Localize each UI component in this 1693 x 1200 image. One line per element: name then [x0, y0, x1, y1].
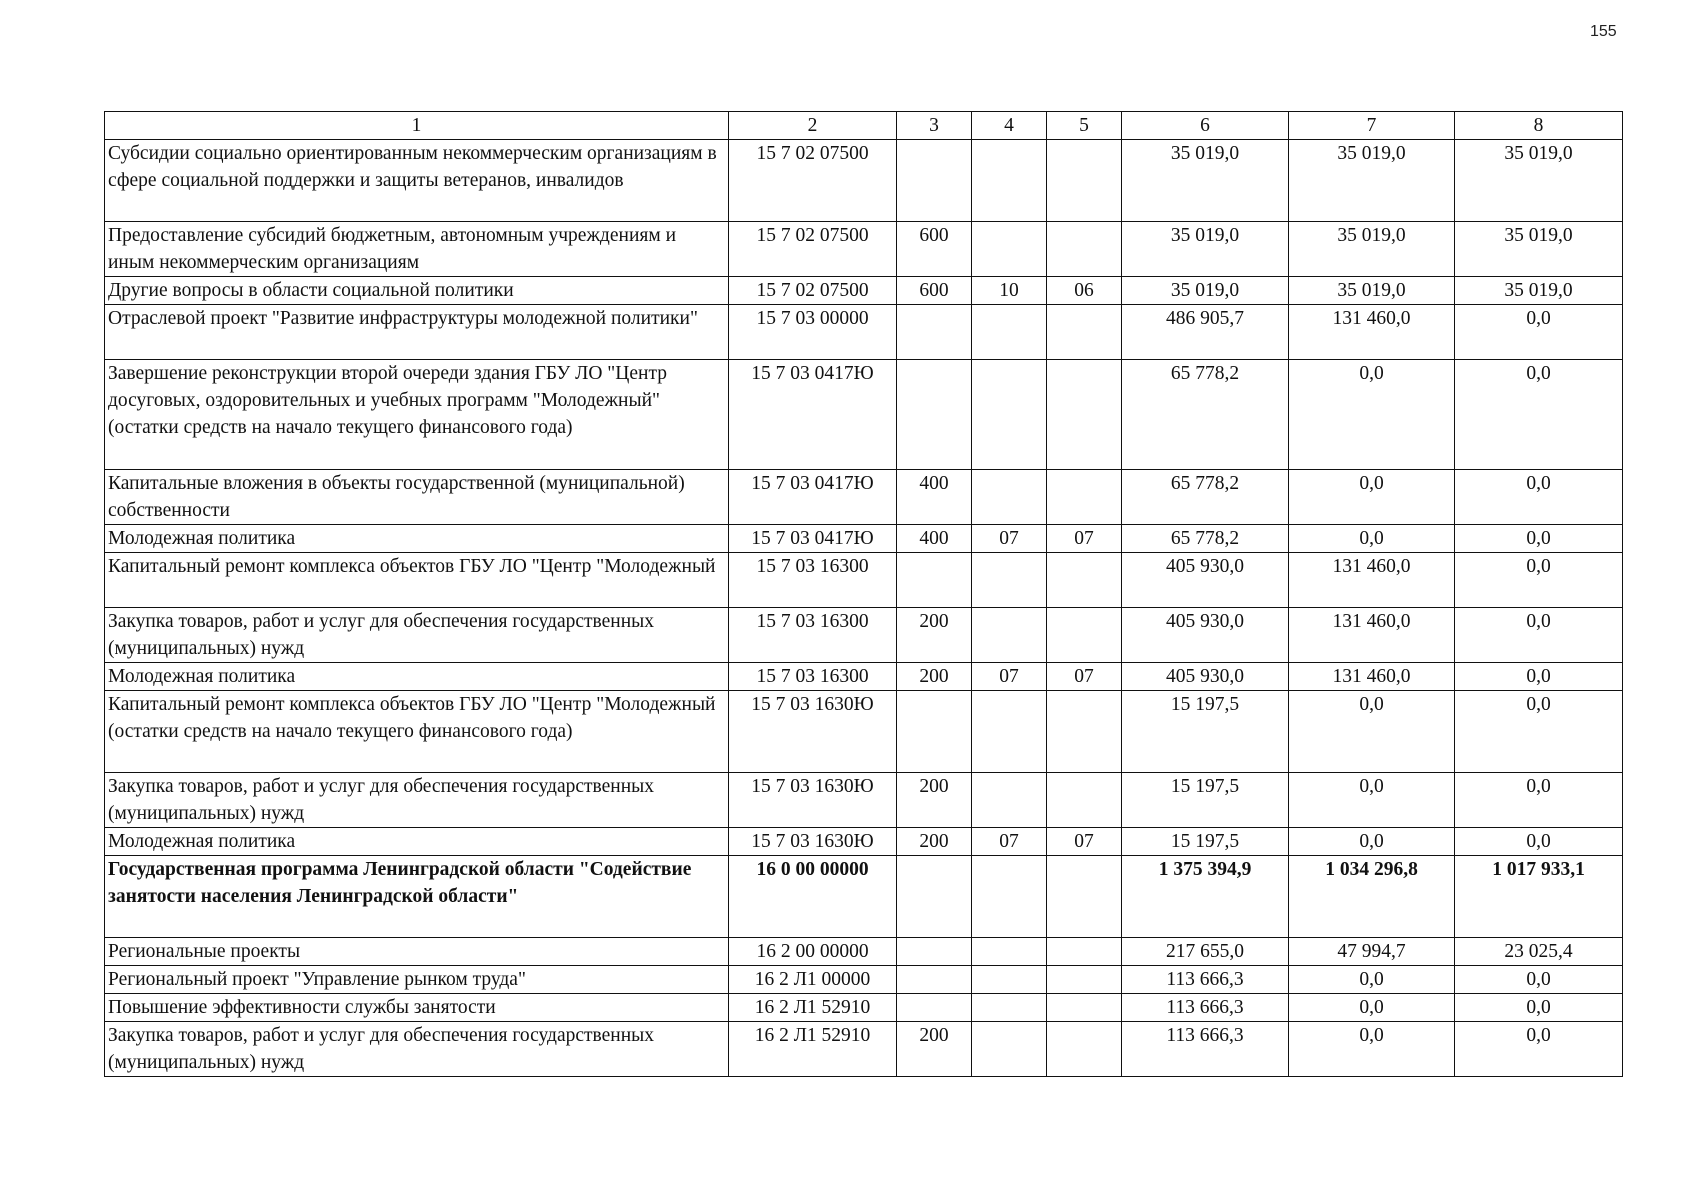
section-cell — [972, 966, 1047, 994]
amount-col6-cell: 35 019,0 — [1122, 222, 1289, 277]
amount-col6-cell: 405 930,0 — [1122, 553, 1289, 608]
amount-col7-cell: 131 460,0 — [1289, 553, 1455, 608]
amount-col6-cell: 65 778,2 — [1122, 360, 1289, 470]
section-cell — [972, 608, 1047, 663]
subsection-cell — [1047, 938, 1122, 966]
amount-col7-cell: 0,0 — [1289, 360, 1455, 470]
header-row — [105, 112, 1623, 140]
target-code-cell: 15 7 03 16300 — [729, 553, 897, 608]
amount-col8-cell: 0,0 — [1455, 553, 1623, 608]
target-code-cell: 16 2 00 00000 — [729, 938, 897, 966]
target-code-cell: 15 7 03 0417Ю — [729, 525, 897, 553]
expense-type-cell — [897, 553, 972, 608]
expense-type-cell — [897, 994, 972, 1022]
row-name-cell: Государственная программа Ленинградской области "Содействие занятости населения Ленинградской области" — [105, 856, 729, 938]
expense-type-cell — [897, 938, 972, 966]
target-code-cell: 15 7 03 16300 — [729, 663, 897, 691]
expense-type-cell: 200 — [897, 828, 972, 856]
expense-type-cell — [897, 305, 972, 360]
amount-col6-cell: 35 019,0 — [1122, 277, 1289, 305]
target-code-cell: 15 7 03 1630Ю — [729, 828, 897, 856]
expense-type-cell: 400 — [897, 525, 972, 553]
subsection-cell — [1047, 360, 1122, 470]
amount-col6-cell: 405 930,0 — [1122, 663, 1289, 691]
expense-type-cell: 200 — [897, 773, 972, 828]
expense-type-cell: 600 — [897, 222, 972, 277]
amount-col6-cell: 15 197,5 — [1122, 773, 1289, 828]
header-col-7: 7 — [1289, 112, 1455, 140]
amount-col6-cell: 113 666,3 — [1122, 966, 1289, 994]
row-name-cell: Завершение реконструкции второй очереди здания ГБУ ЛО "Центр досуговых, оздоровительных и учебных программ "Молодежный" (остатки средств на начало текущего финансового года) — [105, 360, 729, 470]
amount-col8-cell: 0,0 — [1455, 828, 1623, 856]
amount-col6-cell: 113 666,3 — [1122, 994, 1289, 1022]
amount-col8-cell: 35 019,0 — [1455, 222, 1623, 277]
amount-col6-cell: 65 778,2 — [1122, 470, 1289, 525]
section-cell — [972, 360, 1047, 470]
table-row — [105, 525, 1623, 553]
subsection-cell — [1047, 553, 1122, 608]
target-code-cell: 15 7 02 07500 — [729, 277, 897, 305]
amount-col8-cell: 0,0 — [1455, 994, 1623, 1022]
amount-col7-cell: 35 019,0 — [1289, 277, 1455, 305]
amount-col7-cell: 35 019,0 — [1289, 222, 1455, 277]
table-row — [105, 856, 1623, 938]
amount-col8-cell: 1 017 933,1 — [1455, 856, 1623, 938]
row-name-cell: Региональный проект "Управление рынком труда" — [105, 966, 729, 994]
amount-col7-cell: 0,0 — [1289, 1022, 1455, 1077]
header-col-8: 8 — [1455, 112, 1623, 140]
amount-col6-cell: 1 375 394,9 — [1122, 856, 1289, 938]
table-row — [105, 773, 1623, 828]
amount-col7-cell: 0,0 — [1289, 525, 1455, 553]
target-code-cell: 16 2 Л1 00000 — [729, 966, 897, 994]
target-code-cell: 15 7 03 1630Ю — [729, 691, 897, 773]
subsection-cell: 07 — [1047, 663, 1122, 691]
row-name-cell: Капитальные вложения в объекты государственной (муниципальной) собственности — [105, 470, 729, 525]
target-code-cell: 16 0 00 00000 — [729, 856, 897, 938]
target-code-cell: 15 7 02 07500 — [729, 140, 897, 222]
table-row — [105, 470, 1623, 525]
row-name-cell: Другие вопросы в области социальной политики — [105, 277, 729, 305]
table-row — [105, 938, 1623, 966]
amount-col7-cell: 35 019,0 — [1289, 140, 1455, 222]
section-cell — [972, 856, 1047, 938]
target-code-cell: 15 7 02 07500 — [729, 222, 897, 277]
target-code-cell: 15 7 03 0417Ю — [729, 470, 897, 525]
target-code-cell: 15 7 03 0417Ю — [729, 360, 897, 470]
table-row — [105, 691, 1623, 773]
subsection-cell — [1047, 608, 1122, 663]
table-body — [105, 140, 1623, 1077]
amount-col8-cell: 0,0 — [1455, 360, 1623, 470]
section-cell — [972, 1022, 1047, 1077]
target-code-cell: 16 2 Л1 52910 — [729, 1022, 897, 1077]
subsection-cell: 07 — [1047, 525, 1122, 553]
header-col-5: 5 — [1047, 112, 1122, 140]
table-row — [105, 828, 1623, 856]
amount-col7-cell: 1 034 296,8 — [1289, 856, 1455, 938]
amount-col8-cell: 35 019,0 — [1455, 277, 1623, 305]
expense-type-cell: 200 — [897, 663, 972, 691]
expense-type-cell: 400 — [897, 470, 972, 525]
row-name-cell: Отраслевой проект "Развитие инфраструктуры молодежной политики" — [105, 305, 729, 360]
subsection-cell — [1047, 856, 1122, 938]
subsection-cell — [1047, 966, 1122, 994]
row-name-cell: Молодежная политика — [105, 663, 729, 691]
row-name-cell: Закупка товаров, работ и услуг для обеспечения государственных (муниципальных) нужд — [105, 1022, 729, 1077]
amount-col6-cell: 15 197,5 — [1122, 828, 1289, 856]
amount-col6-cell: 405 930,0 — [1122, 608, 1289, 663]
amount-col6-cell: 65 778,2 — [1122, 525, 1289, 553]
expense-type-cell: 600 — [897, 277, 972, 305]
amount-col6-cell: 15 197,5 — [1122, 691, 1289, 773]
subsection-cell — [1047, 1022, 1122, 1077]
section-cell: 07 — [972, 663, 1047, 691]
header-col-4: 4 — [972, 112, 1047, 140]
amount-col8-cell: 23 025,4 — [1455, 938, 1623, 966]
amount-col6-cell: 113 666,3 — [1122, 1022, 1289, 1077]
table-row — [105, 663, 1623, 691]
table-row — [105, 1022, 1623, 1077]
section-cell — [972, 470, 1047, 525]
page-number: 155 — [1590, 23, 1617, 40]
table-row — [105, 305, 1623, 360]
target-code-cell: 15 7 03 00000 — [729, 305, 897, 360]
subsection-cell — [1047, 773, 1122, 828]
expense-type-cell — [897, 360, 972, 470]
amount-col8-cell: 0,0 — [1455, 773, 1623, 828]
table-row — [105, 360, 1623, 470]
amount-col8-cell: 0,0 — [1455, 663, 1623, 691]
subsection-cell — [1047, 222, 1122, 277]
amount-col7-cell: 0,0 — [1289, 773, 1455, 828]
subsection-cell — [1047, 140, 1122, 222]
amount-col7-cell: 0,0 — [1289, 691, 1455, 773]
expense-type-cell: 200 — [897, 1022, 972, 1077]
header-col-2: 2 — [729, 112, 897, 140]
budget-table — [104, 111, 1623, 1077]
section-cell — [972, 994, 1047, 1022]
section-cell — [972, 691, 1047, 773]
table-row — [105, 553, 1623, 608]
row-name-cell: Молодежная политика — [105, 525, 729, 553]
amount-col6-cell: 486 905,7 — [1122, 305, 1289, 360]
amount-col7-cell: 131 460,0 — [1289, 305, 1455, 360]
section-cell — [972, 222, 1047, 277]
header-col-1: 1 — [105, 112, 729, 140]
target-code-cell: 15 7 03 16300 — [729, 608, 897, 663]
section-cell — [972, 140, 1047, 222]
section-cell — [972, 553, 1047, 608]
target-code-cell: 16 2 Л1 52910 — [729, 994, 897, 1022]
section-cell: 07 — [972, 828, 1047, 856]
subsection-cell — [1047, 470, 1122, 525]
row-name-cell: Закупка товаров, работ и услуг для обеспечения государственных (муниципальных) нужд — [105, 773, 729, 828]
table-row — [105, 994, 1623, 1022]
amount-col8-cell: 35 019,0 — [1455, 140, 1623, 222]
expense-type-cell — [897, 856, 972, 938]
row-name-cell: Молодежная политика — [105, 828, 729, 856]
row-name-cell: Повышение эффективности службы занятости — [105, 994, 729, 1022]
table-row — [105, 277, 1623, 305]
expense-type-cell — [897, 966, 972, 994]
expense-type-cell — [897, 691, 972, 773]
expense-type-cell — [897, 140, 972, 222]
section-cell: 10 — [972, 277, 1047, 305]
subsection-cell — [1047, 994, 1122, 1022]
subsection-cell: 06 — [1047, 277, 1122, 305]
section-cell: 07 — [972, 525, 1047, 553]
row-name-cell: Капитальный ремонт комплекса объектов ГБУ ЛО "Центр "Молодежный — [105, 553, 729, 608]
header-col-3: 3 — [897, 112, 972, 140]
table-row — [105, 608, 1623, 663]
section-cell — [972, 773, 1047, 828]
amount-col6-cell: 35 019,0 — [1122, 140, 1289, 222]
row-name-cell: Капитальный ремонт комплекса объектов ГБУ ЛО "Центр "Молодежный (остатки средств на начало текущего финансового года) — [105, 691, 729, 773]
expense-type-cell: 200 — [897, 608, 972, 663]
amount-col8-cell: 0,0 — [1455, 1022, 1623, 1077]
row-name-cell: Закупка товаров, работ и услуг для обеспечения государственных (муниципальных) нужд — [105, 608, 729, 663]
amount-col7-cell: 47 994,7 — [1289, 938, 1455, 966]
table-row — [105, 222, 1623, 277]
target-code-cell: 15 7 03 1630Ю — [729, 773, 897, 828]
subsection-cell — [1047, 305, 1122, 360]
amount-col8-cell: 0,0 — [1455, 305, 1623, 360]
amount-col6-cell: 217 655,0 — [1122, 938, 1289, 966]
row-name-cell: Предоставление субсидий бюджетным, автономным учреждениям и иным некоммерческим организациям — [105, 222, 729, 277]
amount-col7-cell: 0,0 — [1289, 994, 1455, 1022]
row-name-cell: Региональные проекты — [105, 938, 729, 966]
amount-col8-cell: 0,0 — [1455, 525, 1623, 553]
subsection-cell — [1047, 691, 1122, 773]
subsection-cell: 07 — [1047, 828, 1122, 856]
section-cell — [972, 305, 1047, 360]
table-row — [105, 140, 1623, 222]
amount-col7-cell: 0,0 — [1289, 966, 1455, 994]
amount-col8-cell: 0,0 — [1455, 608, 1623, 663]
amount-col8-cell: 0,0 — [1455, 966, 1623, 994]
amount-col8-cell: 0,0 — [1455, 691, 1623, 773]
table-row — [105, 966, 1623, 994]
section-cell — [972, 938, 1047, 966]
amount-col8-cell: 0,0 — [1455, 470, 1623, 525]
row-name-cell: Субсидии социально ориентированным некоммерческим организациям в сфере социальной поддержки и защиты ветеранов, инвалидов — [105, 140, 729, 222]
amount-col7-cell: 0,0 — [1289, 470, 1455, 525]
amount-col7-cell: 0,0 — [1289, 828, 1455, 856]
amount-col7-cell: 131 460,0 — [1289, 608, 1455, 663]
amount-col7-cell: 131 460,0 — [1289, 663, 1455, 691]
header-col-6: 6 — [1122, 112, 1289, 140]
